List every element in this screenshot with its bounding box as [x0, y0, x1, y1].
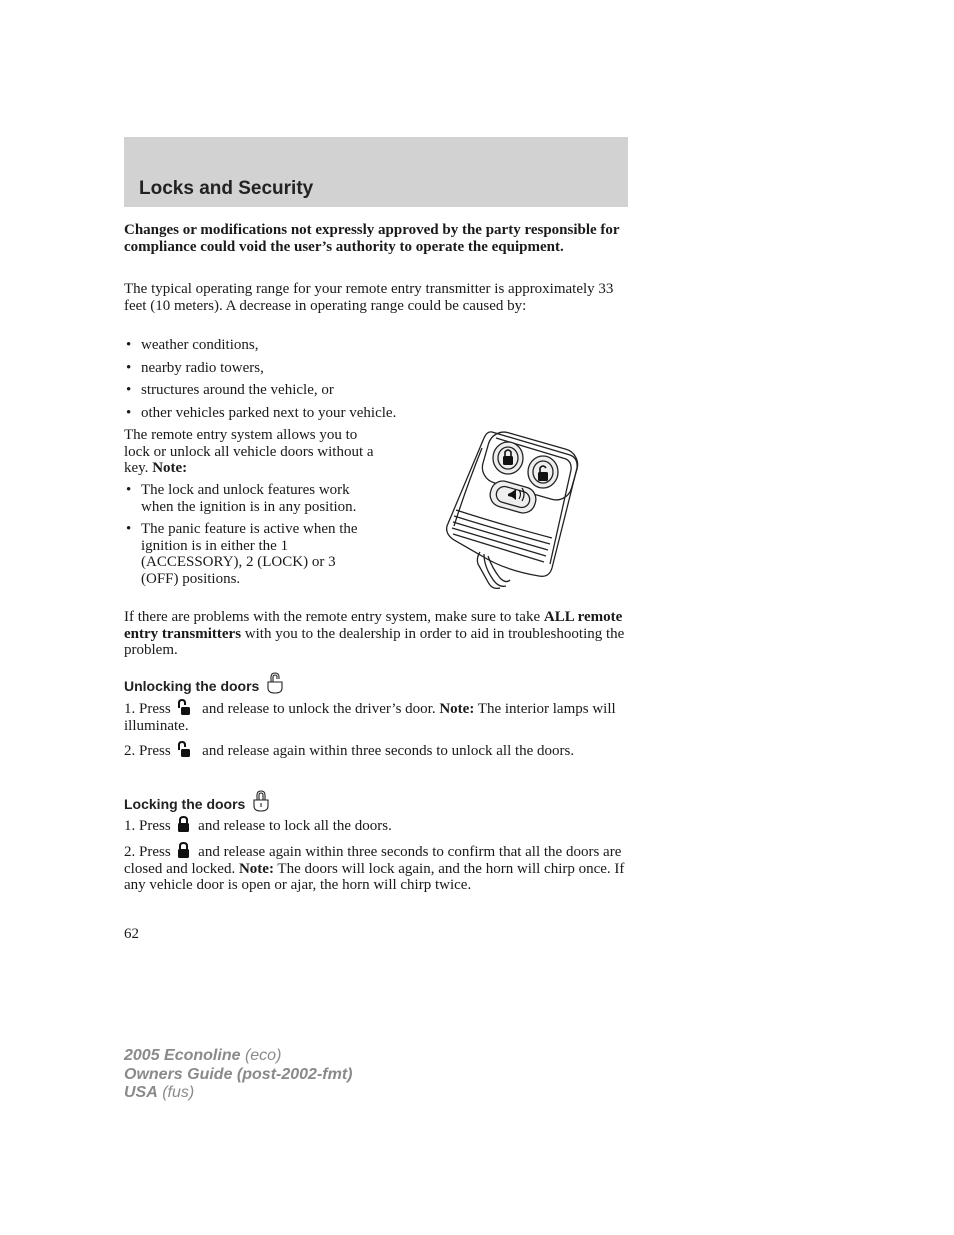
- unlock-step-2-prefix: 2. Press: [124, 743, 171, 759]
- locking-heading: [124, 790, 270, 812]
- range-causes-list: [124, 337, 624, 427]
- list-item: • structures around the vehicle, or: [124, 382, 624, 405]
- unlock-step-1-note: The interior lamps will illuminate.: [124, 701, 616, 734]
- note-label: Note:: [152, 460, 188, 476]
- page-number: 62: [124, 926, 139, 942]
- range-paragraph: The typical operating range for your remote entry transmitter is approximately 33 feet (10 meters). A decrease in operating range could be caused by:: [124, 281, 614, 314]
- unlock-step-1-prefix: 1. Press: [124, 701, 171, 717]
- lock-step-2-text: and release again within three seconds to confirm that all the doors are closed and locked.: [124, 844, 622, 877]
- lock-step-1: [124, 816, 628, 835]
- note-label: Note:: [238, 860, 274, 877]
- section-title: Locks and Security: [139, 178, 314, 199]
- troubleshooting-emphasis: ALL remote entry transmitters: [124, 609, 623, 642]
- list-item: • nearby radio towers,: [124, 360, 624, 383]
- list-item: • weather conditions,: [124, 337, 624, 360]
- unlocking-heading: [124, 672, 284, 694]
- remote-entry-transmitter-image: [444, 428, 584, 596]
- note-label: Note:: [439, 701, 475, 717]
- unlock-step-2-text: and release again within three seconds to unlock all the doors.: [198, 743, 575, 759]
- unlock-step-1-text: and release to unlock the driver’s door.: [198, 701, 440, 717]
- remote-notes-list: [124, 482, 374, 587]
- remote-intro-text: The remote entry system allows you to lock or unlock all vehicle doors without a key.: [124, 427, 374, 476]
- unlock-step-2: [124, 741, 628, 760]
- troubleshooting-text-start: If there are problems with the remote entry system, make sure to take: [124, 609, 544, 625]
- fcc-warning: Changes or modifications not expressly approved by the party responsible for compliance could void the user’s authority to operate the equipment.: [124, 222, 620, 255]
- list-item: • The lock and unlock features work when the ignition is in any position.: [124, 482, 374, 515]
- footer-model: 2005 Econoline: [124, 1047, 241, 1064]
- troubleshooting-paragraph: [124, 609, 628, 659]
- lock-step-1-prefix: 1. Press: [124, 818, 171, 834]
- lock-outline-icon: [252, 790, 270, 812]
- footer-region-code: (fus): [157, 1084, 195, 1101]
- lock-step-2: [124, 842, 628, 894]
- lock-step-2-prefix: 2. Press: [124, 844, 171, 860]
- lock-button-icon: [174, 842, 194, 859]
- lock-step-1-text: and release to lock all the doors.: [194, 818, 392, 834]
- footer-region-line: [124, 1084, 352, 1103]
- unlock-step-1: [124, 699, 628, 734]
- locking-heading-text: Locking the doors: [124, 796, 246, 812]
- document-footer: [124, 1047, 352, 1103]
- unlocking-heading-text: Unlocking the doors: [124, 678, 260, 694]
- footer-model-line: [124, 1047, 352, 1066]
- lock-step-2-note: The doors will lock again, and the horn will chirp once. If any vehicle door is open or ajar, the horn will chirp twice.: [124, 860, 625, 893]
- list-item: • The panic feature is active when the ignition is in either the 1 (ACCESSORY), 2 (LOCK) or 3 (OFF) positions.: [124, 521, 374, 587]
- footer-region: USA: [124, 1084, 158, 1101]
- troubleshooting-text-end: with you to the dealership in order to aid in troubleshooting the problem.: [124, 625, 625, 658]
- footer-guide: Owners Guide (post-2002-fmt): [124, 1065, 353, 1083]
- unlock-outline-icon: [266, 672, 284, 694]
- unlock-button-icon: [174, 699, 198, 716]
- lock-button-icon: [174, 816, 194, 833]
- remote-intro: [124, 427, 376, 477]
- list-item: • other vehicles parked next to your vehicle.: [124, 405, 624, 428]
- unlock-button-icon: [174, 741, 198, 758]
- footer-model-code: (eco): [240, 1047, 282, 1064]
